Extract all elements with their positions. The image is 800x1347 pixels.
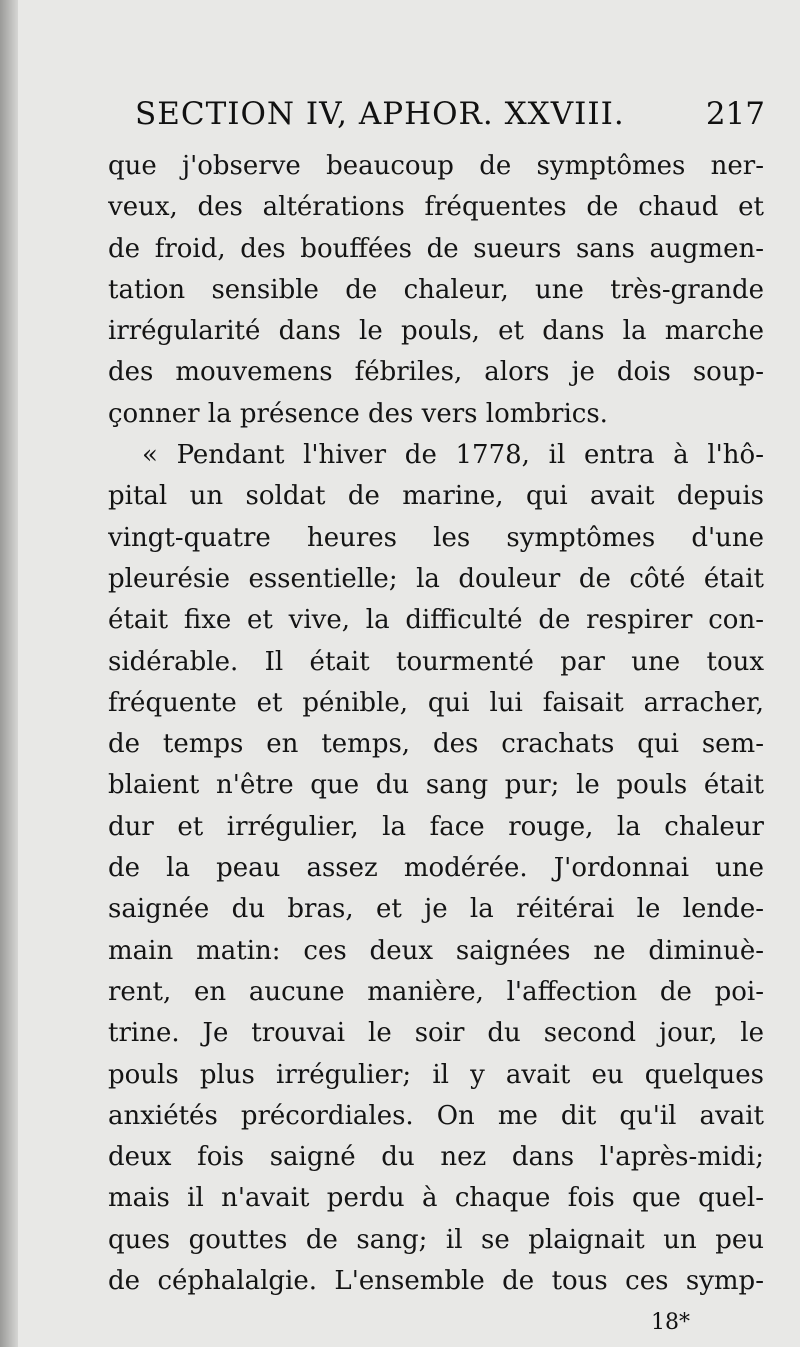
text-line: pital un soldat de marine, qui avait depuis (108, 481, 764, 512)
text-line: mais il n'avait perdu à chaque fois que quel- (108, 1183, 764, 1214)
text-line: anxiétés précordiales. On me dit qu'il avait (108, 1100, 764, 1131)
text-line: de froid, des bouffées de sueurs sans augmen- (108, 233, 764, 264)
text-line: était fixe et vive, la difficulté de respirer con- (108, 605, 764, 636)
text-line: vingt-quatre heures les symptômes d'une (108, 522, 764, 553)
text-line: des mouvemens fébriles, alors je dois soup- (108, 357, 764, 388)
text-line: ques gouttes de sang; il se plaignait un peu (108, 1224, 764, 1255)
text-line: de céphalalgie. L'ensemble de tous ces symp- (108, 1266, 764, 1297)
text-line: pleurésie essentielle; la douleur de côté était (108, 563, 764, 594)
page-spine-shadow (0, 0, 18, 1347)
text-line: tation sensible de chaleur, une très-grande (108, 274, 764, 305)
text-line: blaient n'être que du sang pur; le pouls était (108, 770, 764, 801)
text-line: fréquente et pénible, qui lui faisait arracher, (108, 687, 764, 718)
page-number: 217 (705, 96, 765, 132)
running-head: SECTION IV, APHOR. XXVIII. (135, 96, 625, 132)
text-line: çonner la présence des vers lombrics. (108, 398, 608, 429)
text-line: de temps en temps, des crachats qui sem- (108, 729, 764, 760)
text-line: dur et irrégulier, la face rouge, la chaleur (108, 811, 764, 842)
text-line: de la peau assez modérée. J'ordonnai une (108, 853, 764, 884)
text-line: « Pendant l'hiver de 1778, il entra à l'hô- (142, 440, 764, 471)
text-line: rent, en aucune manière, l'affection de poi- (108, 976, 764, 1007)
text-line: veux, des altérations fréquentes de chaud et (108, 192, 764, 223)
text-line: sidérable. Il était tourmenté par une toux (108, 646, 764, 677)
text-line: que j'observe beaucoup de symptômes ner- (108, 151, 764, 181)
text-line: main matin: ces deux saignées ne diminuè- (108, 935, 764, 966)
text-line: irrégularité dans le pouls, et dans la marche (108, 316, 764, 347)
text-line: saignée du bras, et je la réitérai le lende- (108, 894, 764, 925)
signature-mark: 18* (651, 1310, 690, 1335)
text-line: pouls plus irrégulier; il y avait eu quelques (108, 1059, 764, 1090)
text-line: deux fois saigné du nez dans l'après-midi; (108, 1142, 764, 1173)
page-header (135, 96, 765, 146)
body-text (108, 146, 764, 1302)
text-line: trine. Je trouvai le soir du second jour, le (108, 1018, 764, 1049)
